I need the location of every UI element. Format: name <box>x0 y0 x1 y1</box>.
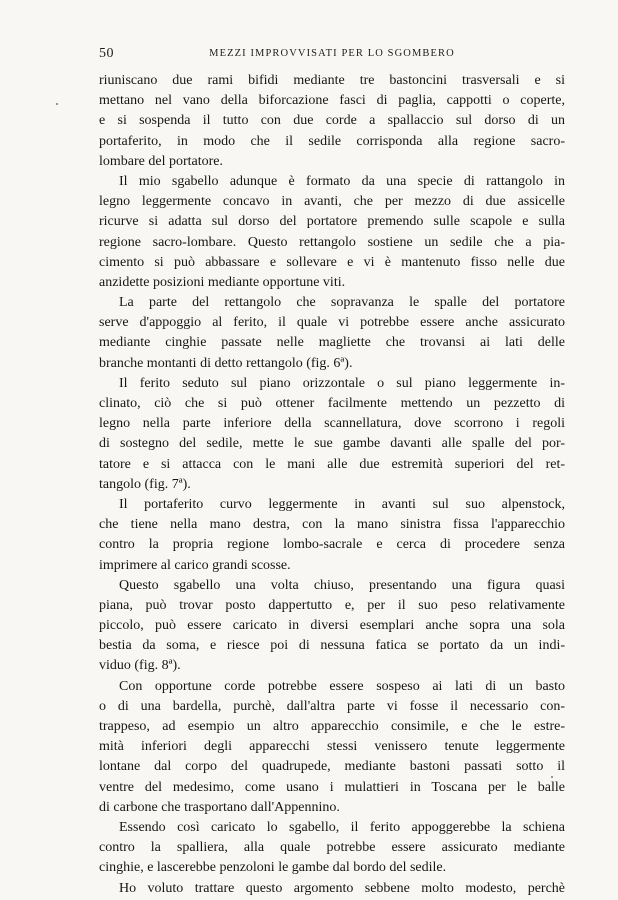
running-header <box>99 46 565 64</box>
text-line: o di una bardella, purchè, dall'altra parte vi fosse il necessario con- <box>99 698 565 714</box>
text-line: e si sospenda il tutto con due corde a spallaccio sul dorso di un <box>99 113 565 129</box>
text-line: legno leggermente concavo in avanti, che per mezzo di due assicelle <box>99 194 565 210</box>
text-line: portaferito, in modo che il sedile corrisponda alla regione sacro- <box>99 133 565 149</box>
text-line: contro la propria regione lombo-sacrale e cerca di procedere senza <box>99 537 565 553</box>
text-line: clinato, ciò che si può ottener facilmente mettendo un pezzetto di <box>99 396 565 411</box>
paragraph <box>99 576 565 677</box>
paragraph <box>99 71 565 172</box>
text-line: piccolo, può essere caricato in diversi esemplari anche sopra una sola <box>99 618 565 634</box>
paper-speck <box>56 103 58 105</box>
text-line: di sostegno del sedile, mette le sue gambe davanti alle spalle del por- <box>99 436 565 452</box>
text-line: Questo sgabello una volta chiuso, presentando una figura quasi <box>119 577 565 593</box>
text-line: ventre del medesimo, come usano i mulattieri in Toscana per le balle <box>99 779 565 795</box>
text-line: regione sacro-lombare. Questo rettangolo sostiene un sedile che a pia- <box>99 234 565 250</box>
text-line: serve d'appoggio al ferito, il quale vi potrebbe essere anche assicurato <box>99 315 565 331</box>
text-line: riuniscano due rami bifidi mediante tre bastoncini trasversali e si <box>99 73 565 88</box>
paragraph <box>99 879 565 899</box>
paragraph <box>99 374 565 495</box>
text-line: che tiene nella mano destra, con la mano sinistra fissa l'apparecchio <box>99 517 565 533</box>
paragraph <box>99 293 565 374</box>
text-line: Essendo così caricato lo sgabello, il ferito appoggerebbe la schiena <box>119 819 565 835</box>
text-line: tangolo (fig. 7ª). <box>99 476 191 492</box>
paragraph <box>99 172 565 293</box>
text-line: tatore e si attacca con le mani alle due estremità superiori del ret- <box>99 456 565 472</box>
paragraph <box>99 495 565 576</box>
text-line: mettano nel vano della biforcazione fasci di paglia, cappotti o coperte, <box>99 93 565 109</box>
text-line: lontane dal corpo del quadrupede, mediante bastoni passati sotto il <box>99 759 565 775</box>
text-line: mediante cinghie passate nelle magliette che trovansi ai lati delle <box>99 335 565 351</box>
text-line: Con opportune corde potrebbe essere sospeso ai lati di un basto <box>119 678 565 694</box>
text-line: cimento si può abbassare e sollevare e vi è mantenuto fisso nelle due <box>99 254 565 270</box>
paragraph <box>99 818 565 879</box>
text-line: mità inferiori degli apparecchi stessi venissero tenute leggermente <box>99 739 565 755</box>
text-line: bestia da soma, e riesce poi di nessuna fatica se portato da un indi- <box>99 638 565 654</box>
text-line: trappeso, ad esempio un altro apparecchio consimile, e che le estre- <box>99 719 565 734</box>
page-number: 50 <box>99 46 114 61</box>
paragraph <box>99 677 565 818</box>
text-line: contro la spalliera, alla quale potrebbe essere assicurato mediante <box>99 840 565 856</box>
text-line: di carbone che trasportano dall'Appennino. <box>99 799 340 815</box>
text-line: Il ferito seduto sul piano orizzontale o sul piano leggermente in- <box>119 375 565 391</box>
text-line: La parte del rettangolo che sopravanza le spalle del portatore <box>119 295 565 311</box>
text-line: ricurve si adatta sul dorso del portatore premendo sulle scapole e sulla <box>99 214 565 230</box>
text-line: anzidette posizioni mediante opportune viti. <box>99 274 346 290</box>
text-line: cinghie, e lascerebbe penzoloni le gambe dal bordo del sedile. <box>99 860 447 876</box>
text-line: Il mio sgabello adunque è formato da una specie di rattangolo in <box>119 173 565 189</box>
text-line: Il portaferito curvo leggermente in avanti sul suo alpenstock, <box>119 496 565 512</box>
paper-speck <box>551 776 553 778</box>
text-line: viduo (fig. 8ª). <box>99 658 181 674</box>
text-line: imprimere al carico grandi scosse. <box>99 557 291 573</box>
text-line: lombare del portatore. <box>99 153 224 169</box>
text-line: piana, può trovar posto dappertutto e, per il suo peso relativamente <box>99 597 565 613</box>
text-line: branche montanti di detto rettangolo (fig. 6ª). <box>99 355 353 371</box>
text-line: Ho voluto trattare questo argomento sebbene molto modesto, perchè <box>119 880 565 896</box>
running-title: MEZZI IMPROVVISATI PER LO SGOMBERO <box>209 48 455 59</box>
text-line: legno nella parte inferiore della scannellatura, dove scorrono i regoli <box>99 416 565 432</box>
body-text <box>99 71 565 899</box>
